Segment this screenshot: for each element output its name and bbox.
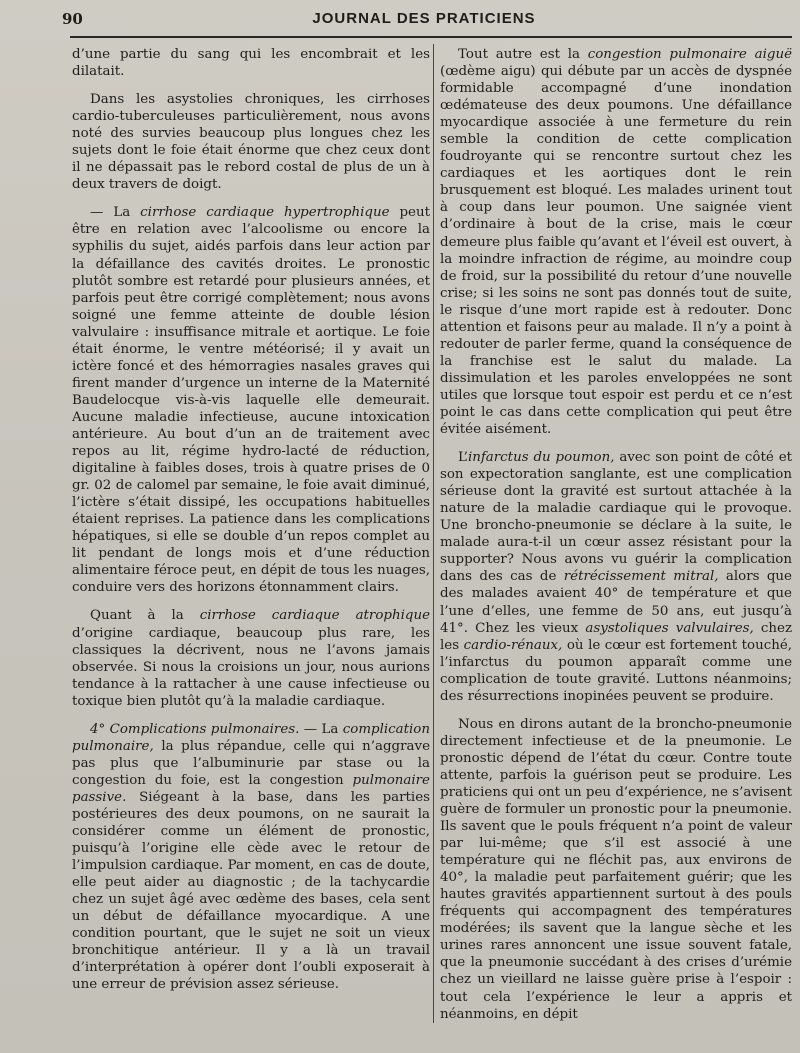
column-divider	[433, 44, 434, 1023]
paragraph: Tout autre est la congestion pulmonaire aiguë (œdème aigu) qui débute par un accès de dyspnée formidable accompagné d’une inondation œdémateuse des deux poumons. Une défaillance myocardique associée à une fermeture du rein semble la condition de cette complication foudroyante qui se rencontre surtout chez les cardiaques et les aortiques dont le rein brusquement est bloqué. Les malades urinent tout à coup dans leur poumon. Une saignée vient d’ordinaire à bout de la crise, mais le cœur demeure plus faible qu’avant et l’éveil est ouvert, à la moindre infraction de régime, au moindre coup de froid, sur la possibilité du retour d’une nouvelle crise; si les soins ne sont pas donnés tout de suite, le risque d’une mort rapide est à redouter. Donc attention et faisons peur au malade. Il n’y a point à redouter de parler ferme, quand la conséquence de la franchise est le salut du malade. La dissimulation et les paroles enveloppées ne sont utiles que lorsque tout espoir est perdu et ce n’est point le cas dans cette complication qui peut être évitée aisément.	[440, 47, 792, 438]
paragraph: L’infarctus du poumon, avec son point de côté et son expectoration sanglante, est une complication sérieuse dont la gravité est surtout attachée à la nature de la maladie cardiaque qui le provoque. Une broncho-pneumonie se déclare à la suite, le malade aura-t-il un cœur assez résistant pour la supporter? Nous avons vu guérir la complication dans des cas de rétrécissement mitral, alors que des malades avaient 40° de température et que l’une d’elles, une femme de 50 ans, eut jusqu’à 41°. Chez les vieux asystoliques valvulaires, chez les cardio-rénaux, où le cœur est fortement touché, l’infarctus du poumon apparaît comme une complication de toute gravité. Luttons néanmoins; des résurrections inopinées peuvent se produire.	[440, 450, 793, 704]
page-header	[62, 10, 786, 32]
paragraph: 4° Complications pulmonaires. — La complication pulmonaire, la plus répandue, celle qui n’aggrave pas plus que l’albuminurie par stase ou la congestion du foie, est la congestion pulmonaire passive. Siégeant à la base, dans les parties postérieures des deux poumons, on ne saurait la considérer comme un élément de pronostic, puisqu’à l’origine elle cède avec le retour de l’impulsion cardiaque. Par moment, en cas de doute, elle peut aider au diagnostic ; de la tachycardie chez un sujet âgé avec œdème des bases, cela sent un début de défaillance myocardique. A une condition pourtant, que le sujet ne soit un vieux bronchitique antérieur. Il y a là un travail d’interprétation à opérer dont l’oubli exposerait à une erreur de prévision assez sérieuse.	[72, 721, 430, 993]
paragraph: d’une partie du sang qui les encombrait et les dilatait.	[72, 47, 430, 80]
header-rule	[70, 36, 792, 38]
paragraph: Nous en dirons autant de la broncho-pneumonie directement infectieuse et de la pneumonie. Le pronostic dépend de l’état du cœur. Contre toute attente, parfois la guérison peut se produire. Les praticiens qui ont un peu d’expérience, ne s’avisent guère de formuler un pronostic pour la pneumonie. Ils savent que le pouls fréquent n’a point de valeur par lui-même; que s’il est associé à une température qui ne fléchit pas, aux environs de 40°, la maladie peut parfaitement guérir; que les hautes gravités appartiennent surtout à des pouls fréquents qui accompagnent des températures modérées; ils savent que la langue sèche et les urines rares annoncent une issue souvent fatale, que la pneumonie succédant à des crises d’urémie chez un vieillard ne laisse guère prise à l’espoir : tout cela l’expérience le leur a appris et néanmoins, en dépit	[440, 716, 792, 1022]
page-number: 90	[62, 10, 83, 28]
paragraph: — La cirrhose cardiaque hypertrophique peut être en relation avec l’alcoolisme ou encore la syphilis du sujet, aidés parfois dans leur action par la défaillance des cavités droites. Le pronostic plutôt sombre est retardé pour plusieurs années, et parfois peut être corrigé complètement; nous avons soigné une femme atteinte de double lésion valvulaire : insuffisance mitrale et aortique. Le foie était énorme, le ventre météorisé; il y avait un ictère foncé et des hémorragies nasales graves qui firent mander d’urgence un interne de la Maternité Baudelocque vis-à-vis laquelle elle demeurait. Aucune maladie infectieuse, aucune intoxication antérieure. Au bout d’un an de traitement avec repos au lit, régime hydro-lacté de réduction, digitaline à faibles doses, trois à quatre prises de 0 gr. 02 de calomel par semaine, le foie avait diminué, l’ictère s’était dissipé, les occupations habituelles étaient reprises. La patience dans les complications hépatiques, si elle se double d’un repos complet au lit pendant de longs mois et d’une réduction alimentaire féroce peut, en dépit de tous les nuages, conduire vers des horizons étonnamment clairs.	[72, 205, 430, 596]
paragraph: Quant à la cirrhose cardiaque atrophique d’origine cardiaque, beaucoup plus rare, les classiques la décrivent, nous ne l’avons jamais observée. Si nous la croisions un jour, nous aurions tendance à la rattacher à une cause infectieuse ou toxique bien plutôt qu’à la maladie cardiaque.	[72, 608, 430, 709]
right-column	[440, 46, 792, 1034]
paragraph: Dans les asystolies chroniques, les cirrhoses cardio-tuberculeuses particulièrement, nous avons noté des survies beaucoup plus longues chez les sujets dont le foie était énorme que chez ceux dont il ne dépassait pas le rebord costal de plus de un à deux travers de doigt.	[72, 92, 430, 193]
section-heading: 4° Complications pulmonaires.	[90, 721, 300, 737]
left-column	[72, 46, 430, 1004]
running-title: JOURNAL DES PRATICIENS	[312, 10, 536, 27]
